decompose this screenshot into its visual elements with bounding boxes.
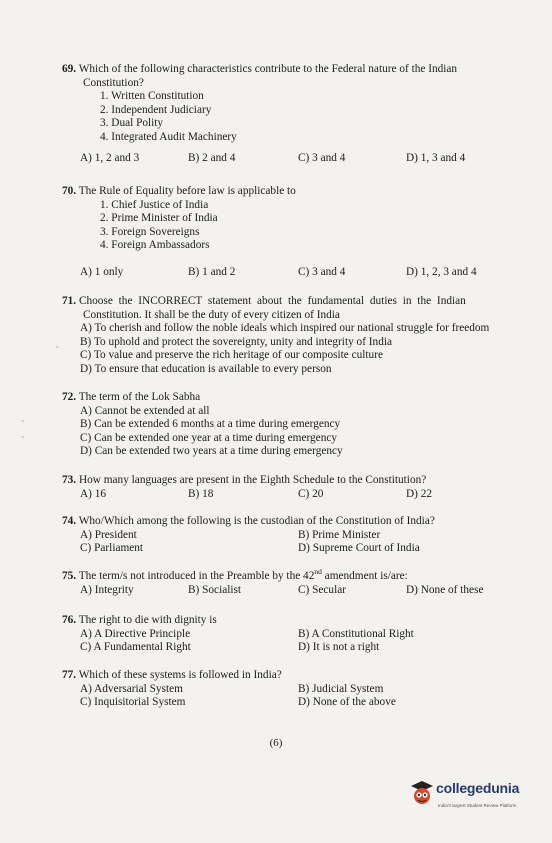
option-b: B) 2 and 4 [188,151,236,164]
question-number: 69. [62,63,77,75]
question-text: The term of the Lok Sabha [78,391,201,403]
question-text: Choose the INCORRECT statement about the fundamental duties in the Indian [78,295,466,307]
option-c: C) Parliament [80,542,144,555]
question-number: 76. [62,614,77,626]
question-74 [62,515,522,556]
answer-options [62,266,522,280]
option-c: C) 3 and 4 [298,265,346,278]
question-text: Which of these systems is followed in India? [78,669,282,681]
option-b: B) To uphold and protect the sovereignty, unity and integrity of India [80,335,393,348]
option-a: A) 16 [80,487,107,500]
statement-item: 1. Written Constitution [100,90,204,103]
option-d: D) 1, 2, 3 and 4 [406,265,477,278]
option-a: A) Integrity [80,583,134,596]
option-a: A) To cherish and follow the noble ideals which inspired our national struggle for freedom [80,322,490,335]
question-text: The Rule of Equality before law is applicable to [78,185,296,197]
question-76 [62,614,522,655]
answer-options-row-2 [80,641,522,655]
question-number: 74. [62,515,77,527]
option-a: A) A Directive Principle [80,627,191,640]
scan-speck [22,436,24,438]
option-c: C) 20 [298,487,324,500]
statement-item: 4. Integrated Audit Machinery [100,130,237,143]
page-number: (6) [269,737,283,749]
answer-options [62,405,522,459]
option-a: A) Adversarial System [80,682,183,695]
question-number: 75. [62,570,77,582]
option-b: B) Prime Minister [298,528,381,541]
graduate-mascot-icon [410,780,434,806]
option-c: C) To value and preserve the rich heritage of our composite culture [80,349,383,362]
question-text: The term/s not introduced in the Preamble by the 42 [78,570,315,582]
answer-options-row-1 [80,529,522,543]
statement-item: 1. Chief Justice of India [100,198,209,211]
statement-list [62,199,522,253]
logo-tagline: India's largest Student Review Platform [438,803,517,808]
question-71 [62,295,522,377]
option-a: A) President [80,528,137,541]
option-c: C) Can be extended one year at a time during emergency [80,431,338,444]
question-69 [62,63,522,166]
answer-options-row-2 [80,542,522,556]
option-d: D) Supreme Court of India [298,542,420,555]
answer-options-row-2 [80,696,522,710]
question-77 [62,669,522,710]
question-text: Which of the following characteristics contribute to the Federal nature of the Indian [78,63,458,75]
option-d: D) To ensure that education is available to every person [80,362,332,375]
statement-item: 3. Foreign Sovereigns [100,225,200,238]
answer-options-row-1 [80,628,522,642]
statement-item: 2. Independent Judiciary [100,103,212,116]
option-c: C) Inquisitorial System [80,696,186,709]
option-a: A) 1 only [80,265,124,278]
question-text: How many languages are present in the Eighth Schedule to the Constitution? [78,474,427,486]
answer-options [62,152,522,166]
question-text-continued: Constitution. It shall be the duty of every citizen of India [83,308,340,321]
question-text-continued: Constitution? [83,76,144,89]
superscript: nd [314,567,322,577]
question-text: The right to die with dignity is [78,614,217,626]
option-d: D) It is not a right [298,641,380,654]
option-c: C) Secular [298,583,346,596]
question-number: 72. [62,391,77,403]
statement-item: 2. Prime Minister of India [100,212,218,225]
option-b: B) 1 and 2 [188,265,236,278]
question-number: 77. [62,669,77,681]
logo-wordmark: collegedunia [436,780,520,796]
option-d: D) 22 [406,487,433,500]
answer-options [62,322,522,376]
option-d: D) 1, 3 and 4 [406,151,466,164]
answer-options-row-1 [80,683,522,697]
question-number: 73. [62,474,77,486]
option-b: B) Judicial System [298,682,384,695]
question-text: Who/Which among the following is the custodian of the Constitution of India? [78,515,435,527]
option-c: C) 3 and 4 [298,151,346,164]
statement-item: 3. Dual Polity [100,117,164,130]
answer-options [62,584,522,598]
option-b: B) Can be extended 6 months at a time during emergency [80,418,341,431]
collegedunia-logo [410,780,540,810]
option-d: D) None of the above [298,696,396,709]
statement-list [62,90,522,144]
question-75 [62,567,522,598]
option-d: D) None of these [406,583,484,596]
question-72 [62,391,522,459]
question-73 [62,474,522,502]
option-b: B) A Constitutional Right [298,627,414,640]
option-b: B) 18 [188,487,214,500]
question-number: 71. [62,295,77,307]
question-number: 70. [62,185,77,197]
question-70 [62,185,522,280]
option-c: C) A Fundamental Right [80,641,191,654]
option-a: A) 1, 2 and 3 [80,151,140,164]
scan-speck [56,346,58,348]
option-b: B) Socialist [188,583,242,596]
option-a: A) Cannot be extended at all [80,404,210,417]
option-d: D) Can be extended two years at a time during emergency [80,445,343,458]
scan-speck [22,420,24,422]
statement-item: 4. Foreign Ambassadors [100,239,210,252]
question-text-end: amendment is/are: [321,570,408,582]
answer-options [62,488,522,502]
